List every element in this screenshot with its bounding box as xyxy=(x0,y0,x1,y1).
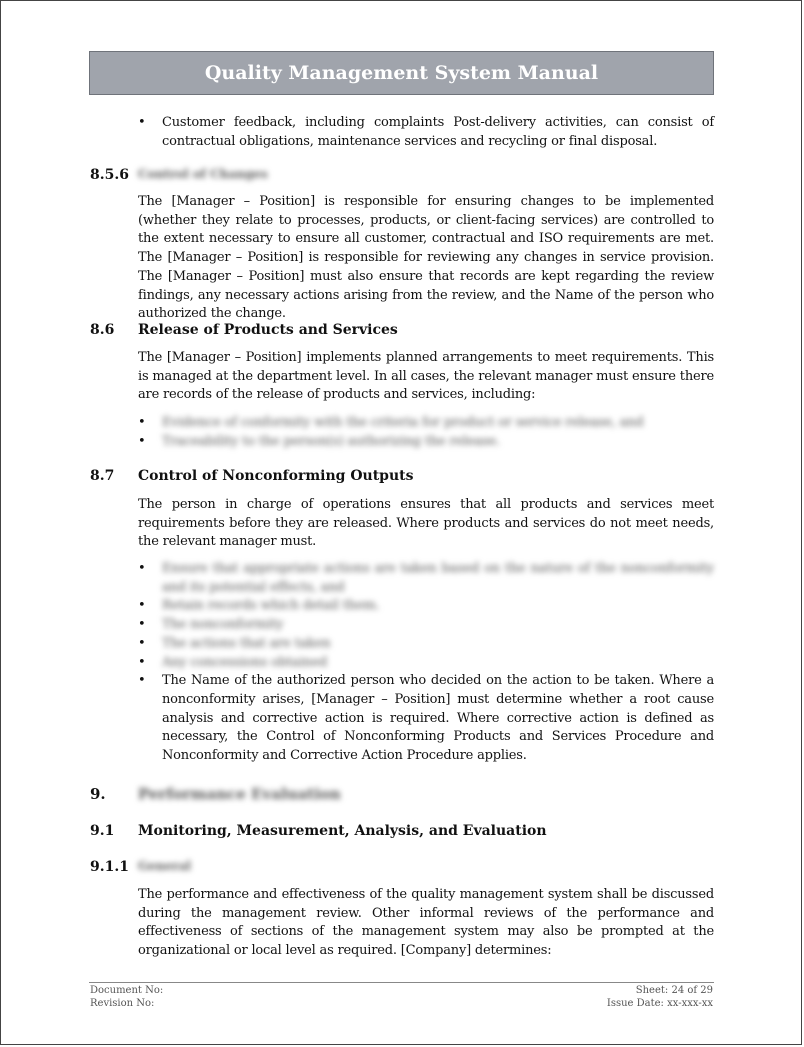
list-item: • Ensure that appropriate actions are taken based on the nature of the nonconformity and its potential effects, and xyxy=(138,560,714,597)
footer-sheet: Sheet: 24 of 29 xyxy=(635,985,713,996)
list-item: • Retain records which detail them. xyxy=(138,597,714,616)
paragraph-release-of-products: The [Manager – Position] implements planned arrangements to meet requirements. This is managed at the department level. In all cases, the relevant manager must ensure there are records of the release of products and services, including: xyxy=(138,350,714,403)
list-item: • Any concessions obtained xyxy=(138,654,714,673)
footer-revision-no: Revision No: xyxy=(90,998,155,1009)
section-number-8-7: 8.7 xyxy=(90,468,115,484)
list-item: • Traceability to the person(s) authorizing the release. xyxy=(138,433,714,452)
section-title-general: General xyxy=(138,859,191,873)
list-item: • The Name of the authorized person who decided on the action to be taken. Where a nonconformity arises, [Manager – Position] must determine whether a root cause analysis and corrective action is required. Where corrective action is defined as necessary, the Control of Nonconforming Products and Services Procedure and Nonconformity and Corrective Action Procedure applies. xyxy=(138,672,714,766)
section-number-9: 9. xyxy=(90,785,106,803)
paragraph-nonconforming-outputs: The person in charge of operations ensures that all products and services meet requirements before they are released. Where products and services do not meet needs, the relevant manager must. xyxy=(138,497,714,550)
intro-bullet-list xyxy=(138,114,714,151)
footer-divider xyxy=(89,982,714,983)
paragraph-general: The performance and effectiveness of the quality management system shall be discussed during the management review. Other informal reviews of the performance and effectiveness of sections of the management system may also be prompted at the organizational or local level as required. [Company] determines: xyxy=(138,887,714,959)
document-title: Quality Management System Manual xyxy=(204,62,599,84)
release-bullet-list xyxy=(138,414,714,451)
section-title-nonconforming-outputs: Control of Nonconforming Outputs xyxy=(138,468,414,484)
nonconforming-bullet-list xyxy=(138,560,714,766)
paragraph-control-of-changes: The [Manager – Position] is responsible for ensuring changes to be implemented (whether they relate to processes, products, or client-facing services) are controlled to the extent necessary to ensure all customer, contractual and ISO requirements are met. The [Manager – Position] is responsible for reviewing any changes in service provision. The [Manager – Position] must also ensure that records are kept regarding the review findings, any necessary actions arising from the review, and the Name of the person who authorized the change. xyxy=(138,194,714,322)
list-item: • Evidence of conformity with the criteria for product or service release, and xyxy=(138,414,714,433)
section-title-monitoring: Monitoring, Measurement, Analysis, and Evaluation xyxy=(138,823,547,839)
section-number-9-1: 9.1 xyxy=(90,823,115,839)
list-item: • Customer feedback, including complaints Post-delivery activities, can consist of contractual obligations, maintenance services and recycling or final disposal. xyxy=(138,114,714,151)
section-title-release-of-products: Release of Products and Services xyxy=(138,322,398,338)
section-number-8-6: 8.6 xyxy=(90,322,115,338)
section-title-performance-evaluation: Performance Evaluation xyxy=(138,785,341,803)
list-item: • The nonconformity xyxy=(138,616,714,635)
footer-issue-date: Issue Date: xx-xxx-xx xyxy=(606,998,713,1009)
section-number-9-1-1: 9.1.1 xyxy=(90,859,129,875)
list-item: • The actions that are taken xyxy=(138,635,714,654)
footer-document-no: Document No: xyxy=(90,985,164,996)
section-number-8-5-6: 8.5.6 xyxy=(90,167,129,183)
section-title-control-of-changes: Control of Changes xyxy=(138,167,268,181)
document-header xyxy=(89,51,714,95)
